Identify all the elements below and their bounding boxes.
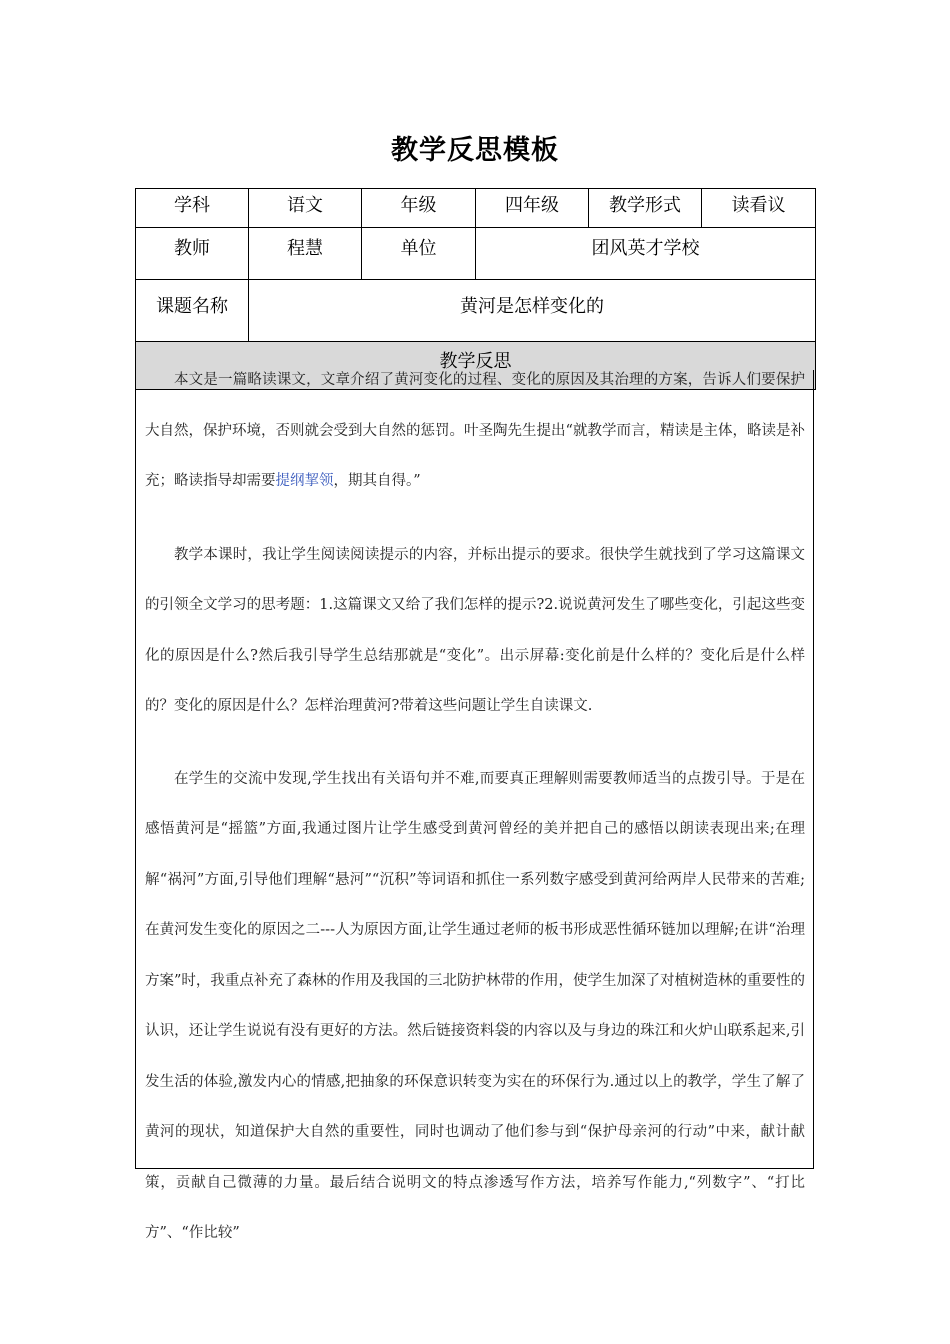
p1-link[interactable]: 提纲挈领 [275, 473, 334, 489]
reflection-body [135, 370, 814, 1241]
teaching-form-value: 读看议 [702, 189, 816, 228]
p1-text-before: 本文是一篇略读课文，文章介绍了黄河变化的过程、变化的原因及其治理的方案，告诉人们要保护大自然，保护环境，否则就会受到大自然的惩罚。叶圣陶先生提出“就教学而言，精读是主体，略读是补充；略读指导却需要 [145, 372, 805, 489]
teaching-form-label: 教学形式 [589, 189, 702, 228]
section-header: 教学反思 [136, 342, 816, 390]
info-row-teacher [136, 228, 816, 280]
info-row-topic [136, 280, 816, 342]
teacher-value: 程慧 [249, 228, 362, 280]
subject-value: 语文 [249, 189, 362, 228]
p1-text-after: ，期其自得。” [333, 473, 421, 489]
reflection-paragraph-2: 教学本课时，我让学生阅读阅读提示的内容，并标出提示的要求。很快学生就找到了学习这篇课文的引领全文学习的思考题：1.这篇课文又给了我们怎样的提示?2.说说黄河发生了哪些变化，引起这些变化的原因是什么?然后我引导学生总结那就是“变化”。出示屏幕:变化前是什么样的？变化后是什么样的？变化的原因是什么？怎样治理黄河?带着这些问题让学生自读课文. [145, 546, 805, 714]
topic-label: 课题名称 [136, 280, 249, 342]
grade-value: 四年级 [476, 189, 589, 228]
grade-label: 年级 [362, 189, 476, 228]
unit-value: 团风英才学校 [476, 228, 816, 280]
reflection-paragraph-3: 在学生的交流中发现,学生找出有关语句并不难,而要真正理解则需要教师适当的点拨引导。于是在感悟黄河是“摇篮”方面,我通过图片让学生感受到黄河曾经的美并把自己的感悟以朗读表现出来;在理解“祸河”方面,引导他们理解“悬河”“沉积”等词语和抓住一系列数字感受到黄河给两岸人民带来的苦难;在黄河发生变化的原因之二---人为原因方面,让学生通过老师的板书形成恶性循环链加以理解;在讲“治理方案”时，我重点补充了森林的作用及我国的三北防护林带的作用，使学生加深了对植树造林的重要性的认识，还让学生说说有没有更好的方法。然后链接资料袋的内容以及与身边的珠江和火炉山联系起来,引发生活的体验,激发内心的情感,把抽象的环保意识转变为实在的环保行为.通过以上的教学，学生了解了黄河的现状，知道保护大自然的重要性，同时也调动了他们参与到“保护母亲河的行动”中来，献计献策，贡献自己微薄的力量。最后结合说明文的特点渗透写作方法，培养写作能力,“列数字”、“打比方”、“作比较” [145, 770, 805, 1241]
page-title: 教学反思模板 [391, 135, 559, 166]
topic-value: 黄河是怎样变化的 [249, 280, 816, 342]
info-row-subject [136, 189, 816, 228]
reflection-paragraph-1 [136, 355, 813, 507]
unit-label: 单位 [362, 228, 476, 280]
subject-label: 学科 [136, 189, 249, 228]
teacher-label: 教师 [136, 228, 249, 280]
